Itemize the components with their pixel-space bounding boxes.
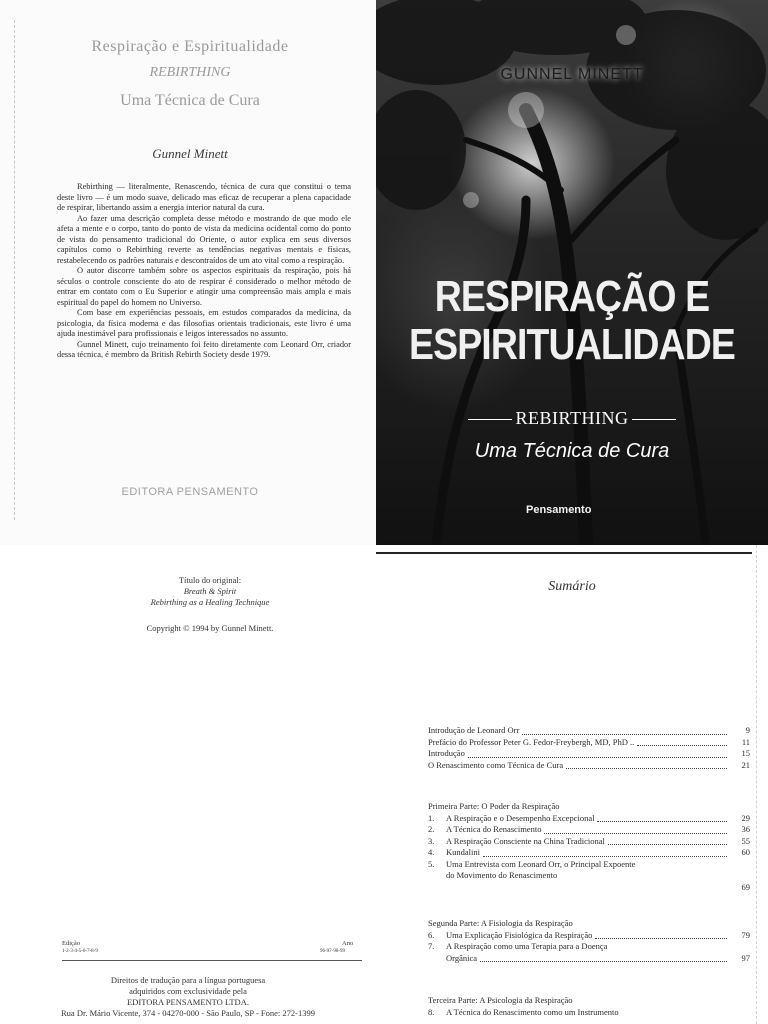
- back-cover-author: Gunnel Minett: [152, 146, 228, 161]
- leader-dots: [597, 821, 727, 822]
- toc-part2-section: [428, 918, 750, 964]
- toc-entry-page: 60: [741, 847, 750, 857]
- front-cover-tagline: Uma Técnica de Cura: [474, 440, 670, 462]
- toc-entry: [428, 930, 750, 942]
- edition-numbers: 1-2-3-4-5-6-7-8-9: [62, 949, 98, 954]
- front-cover-subtitle: [376, 408, 768, 429]
- toc-entry: [428, 953, 750, 965]
- toc-entry: [428, 748, 750, 760]
- front-cover-publisher: Pensamento: [526, 504, 592, 516]
- back-cover-blurb: [57, 182, 351, 361]
- toc-entry-page-row: [428, 882, 750, 894]
- toc-entry-label: O Renascimento como Técnica de Cura: [428, 759, 564, 770]
- blurb-paragraph: Ao fazer uma descrição completa desse método e mostrando de que modo ele afeta a mente e o corpo, tanto do ponto de vista da medicina ocidental como do ponto de vista do pensamento tradicional do Oriente, o autor explica em seus diversos capítulos como o Rebirthing reverte as tendências negativas mentais e físicas, restabelecendo os padrões naturais e descontraídos de um ato vital como a respiração.: [57, 213, 351, 265]
- toc-entry-label: Prefácio do Professor Peter G. Fedor-Freybergh, MD, PhD ..: [428, 736, 635, 747]
- toc-part-heading: Terceira Parte: A Psicologia da Respiração: [428, 995, 573, 1005]
- toc-entry: [428, 941, 750, 953]
- toc-entry-page: 29: [741, 812, 750, 823]
- leader-dots: [595, 938, 727, 939]
- rights-line: adquiridos com exclusividade pela: [129, 986, 247, 996]
- rule-right: [632, 419, 676, 420]
- table-of-contents-page: [376, 545, 768, 1024]
- toc-entry-label: Introdução de Leonard Orr: [428, 725, 520, 735]
- rule-left: [468, 419, 512, 420]
- toc-entry: [428, 859, 750, 871]
- blurb-paragraph: Com base em experiências pessoais, em estudos comparados da medicina, da psicologia, da física moderna e das filosofias orientais tradicionais, este livro é uma ajuda inestimável para profissionais e leigos interessados no assunto.: [57, 308, 351, 338]
- copyright-notice: Copyright © 1994 by Gunnel Minett.: [146, 623, 274, 633]
- toc-part3-section: [428, 995, 750, 1018]
- leader-dots: [468, 757, 727, 758]
- toc-entry: [428, 760, 750, 772]
- toc-entry-page: 21: [741, 759, 750, 770]
- divider: [62, 960, 362, 961]
- toc-entry-page: 11: [741, 736, 750, 747]
- toc-entry: [428, 737, 750, 749]
- year-numbers: 96-97-98-99: [320, 949, 345, 954]
- binding-edge: [0, 20, 15, 520]
- toc-entry-page: 36: [741, 824, 750, 834]
- toc-entry-label: A Técnica do Renascimento como um Instrumento: [446, 1006, 619, 1017]
- toc-entry-number: 7.: [428, 941, 435, 951]
- toc-entry-label: A Técnica do Renascimento: [446, 824, 542, 834]
- page-top-rule: [376, 552, 752, 554]
- front-cover-author: GUNNEL MINETT: [500, 66, 644, 83]
- toc-entry-number: 3.: [428, 835, 435, 846]
- toc-entry-number: 8.: [428, 1006, 435, 1017]
- original-title-label: Título do original:: [178, 575, 242, 585]
- original-title-line2: Rebirthing as a Healing Technique: [150, 597, 270, 607]
- toc-entry-label: Uma Entrevista com Leonard Orr, o Principal Expoente: [446, 858, 636, 869]
- back-cover-publisher: EDITORA PENSAMENTO: [121, 486, 259, 498]
- blurb-paragraph: Rebirthing — literalmente, Renascendo, técnica de cura que constitui o tema deste livro — é um modo suave, delicado mas eficaz de recuperar a plena capacidade de respirar, libertando assim a energia interior natural da cura.: [57, 182, 351, 212]
- back-cover-subtitle: REBIRTHING: [149, 65, 231, 80]
- toc-entry-label: A Respiração como uma Terapia para a Doença: [446, 941, 608, 951]
- toc-entry-page: 69: [741, 881, 750, 892]
- toc-entry-number: 4.: [428, 847, 435, 857]
- front-cover-title-line1: RESPIRAÇÃO E: [434, 272, 710, 321]
- toc-entry-number: 6.: [428, 929, 435, 940]
- toc-entry-page: 15: [741, 748, 750, 758]
- toc-entry: [428, 1007, 750, 1019]
- toc-part-heading: Primeira Parte: O Poder da Respiração: [428, 801, 560, 811]
- leader-dots: [566, 768, 727, 769]
- toc-entry: [428, 847, 750, 859]
- toc-entry-number: 1.: [428, 812, 435, 823]
- toc-entry-label: Kundalini: [446, 847, 480, 857]
- back-cover-title: Respiração e Espiritualidade: [91, 38, 289, 55]
- toc-entry-number: 2.: [428, 824, 435, 834]
- leader-dots: [483, 856, 727, 857]
- toc-entry-label: Orgânica: [446, 952, 477, 963]
- rights-line: EDITORA PENSAMENTO LTDA.: [127, 997, 249, 1007]
- toc-entry-page: 55: [741, 835, 750, 846]
- original-title-block: [20, 575, 400, 608]
- leader-dots: [637, 745, 727, 746]
- rights-line: Rua Dr. Mário Vicente, 374 - 04270-000 - São Paulo, SP - Fone: 272-1399: [61, 1008, 315, 1018]
- toc-entry-label: A Respiração Consciente na China Tradicional: [446, 835, 605, 846]
- leader-dots: [544, 833, 727, 834]
- blurb-paragraph: O autor discorre também sobre os aspectos espirituais da respiração, pois há séculos o controle consciente do ato de respirar é considerado o melhor método de entrar em contato com o Eu Superior e atingir uma compreensão mais ampla e mais espiritual do papel do homem no Universo.: [57, 266, 351, 307]
- front-cover-subtitle-text: REBIRTHING: [515, 408, 629, 428]
- copyright-page: [0, 545, 376, 1024]
- back-cover-page: [0, 0, 376, 545]
- toc-entry: [428, 725, 750, 737]
- toc-entry-page: 79: [741, 929, 750, 940]
- original-title-line1: Breath & Spirit: [183, 586, 237, 596]
- toc-title: Sumário: [548, 579, 596, 594]
- toc-entry-page: 97: [741, 952, 750, 963]
- front-cover-page: [376, 0, 768, 545]
- toc-entry-label: A Respiração e o Desempenho Excepcional: [446, 812, 595, 823]
- edition-label: Edição: [62, 940, 81, 947]
- year-label: Ano: [342, 940, 354, 947]
- leader-dots: [608, 844, 727, 845]
- back-cover-tagline: Uma Técnica de Cura: [120, 92, 260, 109]
- leader-dots: [522, 734, 727, 735]
- toc-entry: [428, 836, 750, 848]
- translation-rights-block: [0, 975, 376, 1019]
- toc-part-heading: Segunda Parte: A Fisiologia da Respiração: [428, 918, 573, 928]
- toc-entry-continuation: do Movimento do Renascimento: [446, 870, 558, 880]
- toc-entry-label: Introdução: [428, 748, 465, 758]
- front-cover-title-line2: ESPIRITUALIDADE: [409, 320, 735, 369]
- toc-entry-number: 5.: [428, 858, 435, 869]
- toc-intro-section: [428, 725, 750, 771]
- binding-edge: [756, 545, 768, 1024]
- toc-entry: [428, 813, 750, 825]
- rights-line: Direitos de tradução para a língua portuguesa: [110, 975, 266, 985]
- blurb-paragraph: Gunnel Minett, cujo treinamento foi feito diretamente com Leonard Orr, criador dessa técnica, é membro da British Rebirth Society desde 1979.: [57, 339, 351, 359]
- toc-entry: [428, 824, 750, 836]
- toc-entry-label: Uma Explicação Fisiológica da Respiração: [446, 929, 593, 940]
- toc-entry-page: 9: [745, 725, 750, 735]
- leader-dots: [480, 961, 727, 962]
- toc-part1-section: [428, 801, 750, 893]
